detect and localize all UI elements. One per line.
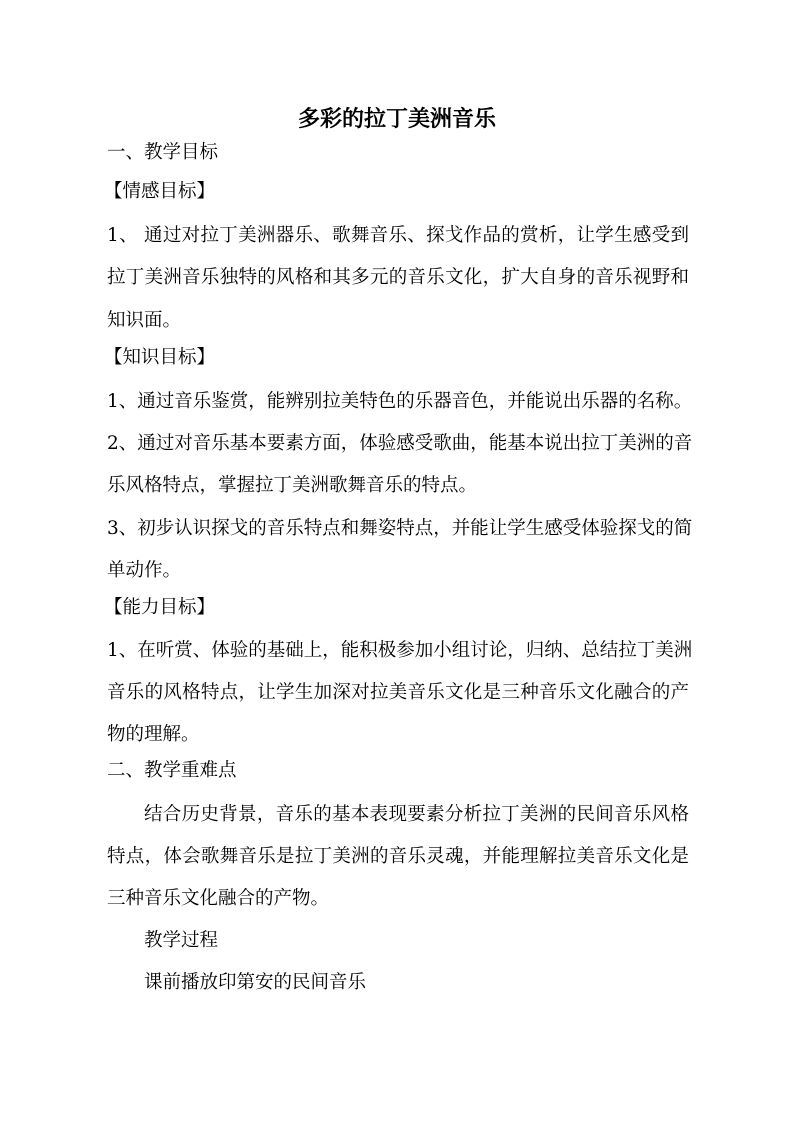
paragraph-line: 音乐的风格特点，让学生加深对拉美音乐文化是三种音乐文化融合的产 (107, 682, 689, 703)
section-heading: 教学过程 (144, 930, 219, 951)
paragraph-line: 单动作。 (107, 560, 182, 581)
paragraph-line: 1、通过音乐鉴赏，能辨别拉美特色的乐器音色，并能说出乐器的名称。 (107, 391, 693, 412)
section-heading: 一、教学目标 (107, 142, 219, 163)
paragraph-line: 三种音乐文化融合的产物。 (107, 888, 330, 909)
section-heading: 二、教学重难点 (107, 760, 237, 781)
paragraph-line: 拉丁美洲音乐独特的风格和其多元的音乐文化，扩大自身的音乐视野和 (107, 267, 689, 288)
paragraph-line: 特点，体会歌舞音乐是拉丁美洲的音乐灵魂，并能理解拉美音乐文化是 (107, 846, 689, 867)
document-title: 多彩的拉丁美洲音乐 (297, 107, 496, 132)
paragraph-line: 1、在听赏、体验的基础上，能积极参加小组讨论，归纳、总结拉丁美洲 (107, 640, 693, 661)
paragraph-line: 物的理解。 (107, 724, 200, 745)
subsection-heading: 【情感目标】 (104, 181, 216, 202)
subsection-heading: 【能力目标】 (104, 597, 216, 618)
paragraph-line: 结合历史背景，音乐的基本表现要素分析拉丁美洲的民间音乐风格 (144, 804, 689, 825)
paragraph-line: 乐风格特点，掌握拉丁美洲歌舞音乐的特点。 (107, 475, 478, 496)
paragraph-line: 知识面。 (107, 310, 182, 331)
paragraph-line: 2、通过对音乐基本要素方面，体验感受歌曲，能基本说出拉丁美洲的音 (107, 433, 693, 454)
paragraph-line: 1、 通过对拉丁美洲器乐、歌舞音乐、探戈作品的赏析，让学生感受到 (107, 225, 689, 246)
paragraph-line: 3、初步认识探戈的音乐特点和舞姿特点，并能让学生感受体验探戈的简 (107, 518, 693, 539)
paragraph-line: 课前播放印第安的民间音乐 (144, 972, 367, 993)
subsection-heading: 【知识目标】 (104, 347, 216, 368)
